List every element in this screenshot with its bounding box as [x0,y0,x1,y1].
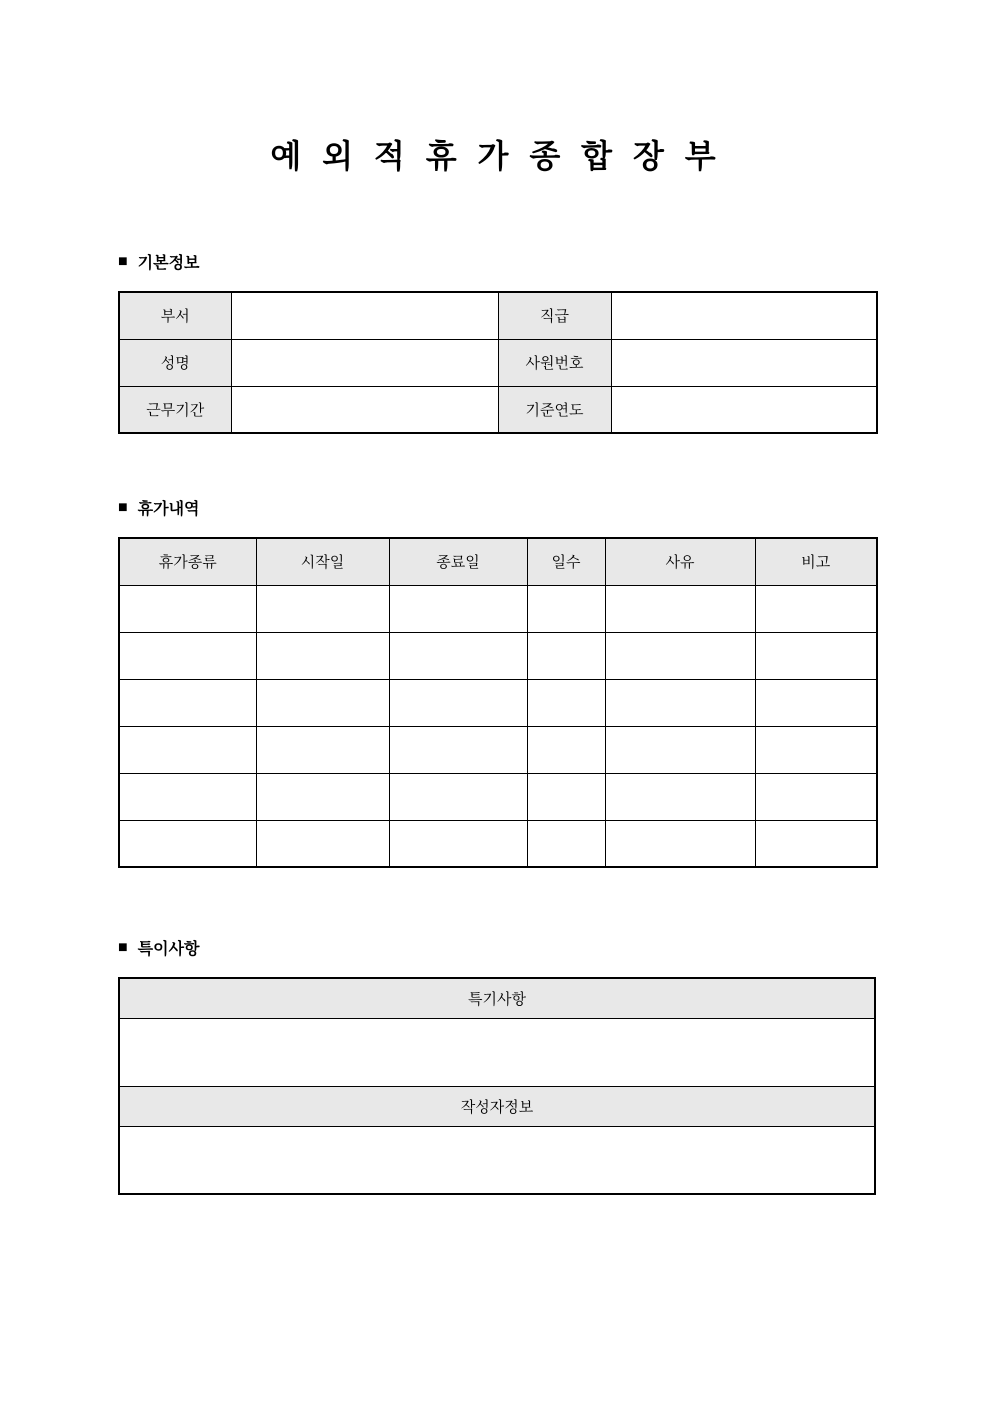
leave-cell[interactable] [389,726,527,773]
leave-cell[interactable] [527,726,605,773]
table-row [119,339,877,386]
square-bullet-icon: ■ [118,498,128,516]
table-row [119,1018,875,1086]
author-info-content[interactable] [119,1126,875,1194]
leave-cell[interactable] [256,632,389,679]
leave-cell[interactable] [605,585,755,632]
leave-cell[interactable] [605,679,755,726]
value-base-year[interactable] [611,386,877,433]
leave-cell[interactable] [389,679,527,726]
leave-cell[interactable] [119,632,256,679]
leave-cell[interactable] [755,585,877,632]
table-header-row [119,1086,875,1126]
leave-cell[interactable] [389,820,527,867]
leave-cell[interactable] [256,820,389,867]
square-bullet-icon: ■ [118,938,128,956]
leave-cell[interactable] [256,585,389,632]
leave-cell[interactable] [389,632,527,679]
table-row [119,386,877,433]
table-row [119,820,877,867]
leave-cell[interactable] [389,773,527,820]
table-row [119,632,877,679]
label-base-year: 기준연도 [498,386,611,433]
label-name: 성명 [119,339,231,386]
leave-history-table [118,537,878,868]
leave-cell[interactable] [755,773,877,820]
label-work-period: 근무기간 [119,386,231,433]
leave-cell[interactable] [755,820,877,867]
label-employee-number: 사원번호 [498,339,611,386]
leave-cell[interactable] [119,585,256,632]
value-position[interactable] [611,292,877,339]
leave-cell[interactable] [256,773,389,820]
column-header-days: 일수 [527,538,605,585]
leave-cell[interactable] [527,773,605,820]
leave-cell[interactable] [389,585,527,632]
leave-cell[interactable] [527,679,605,726]
leave-cell[interactable] [755,726,877,773]
column-header-reason: 사유 [605,538,755,585]
value-name[interactable] [231,339,498,386]
table-header-row [119,538,877,585]
author-info-header: 작성자정보 [119,1086,875,1126]
table-row [119,679,877,726]
section-heading-label: 휴가내역 [137,501,200,518]
section-heading-special-notes [118,936,876,959]
table-header-row [119,978,875,1018]
section-special-notes [118,936,876,1195]
special-notes-header: 특기사항 [119,978,875,1018]
leave-cell[interactable] [256,726,389,773]
section-basic-info [118,250,876,434]
column-header-start-date: 시작일 [256,538,389,585]
special-notes-table [118,977,876,1195]
section-heading-basic-info [118,250,876,273]
leave-cell[interactable] [755,632,877,679]
section-heading-leave-history [118,496,876,519]
section-heading-label: 기본정보 [137,255,200,272]
leave-cell[interactable] [605,773,755,820]
table-row [119,773,877,820]
section-heading-label: 특이사항 [137,941,200,958]
column-header-remarks: 비고 [755,538,877,585]
leave-cell[interactable] [527,820,605,867]
leave-cell[interactable] [755,679,877,726]
value-employee-number[interactable] [611,339,877,386]
special-notes-content[interactable] [119,1018,875,1086]
leave-cell[interactable] [605,820,755,867]
leave-cell[interactable] [605,726,755,773]
leave-cell[interactable] [527,585,605,632]
label-position: 직급 [498,292,611,339]
table-row [119,726,877,773]
leave-cell[interactable] [605,632,755,679]
table-row [119,1126,875,1194]
label-department: 부서 [119,292,231,339]
leave-cell[interactable] [256,679,389,726]
leave-cell[interactable] [527,632,605,679]
table-row [119,585,877,632]
leave-cell[interactable] [119,726,256,773]
leave-cell[interactable] [119,773,256,820]
page-title: 예 외 적 휴 가 종 합 장 부 [270,138,722,174]
leave-cell[interactable] [119,679,256,726]
column-header-leave-type: 휴가종류 [119,538,256,585]
column-header-end-date: 종료일 [389,538,527,585]
square-bullet-icon: ■ [118,252,128,270]
leave-cell[interactable] [119,820,256,867]
value-department[interactable] [231,292,498,339]
basic-info-table [118,291,878,434]
table-row [119,292,877,339]
section-leave-history [118,496,876,868]
value-work-period[interactable] [231,386,498,433]
